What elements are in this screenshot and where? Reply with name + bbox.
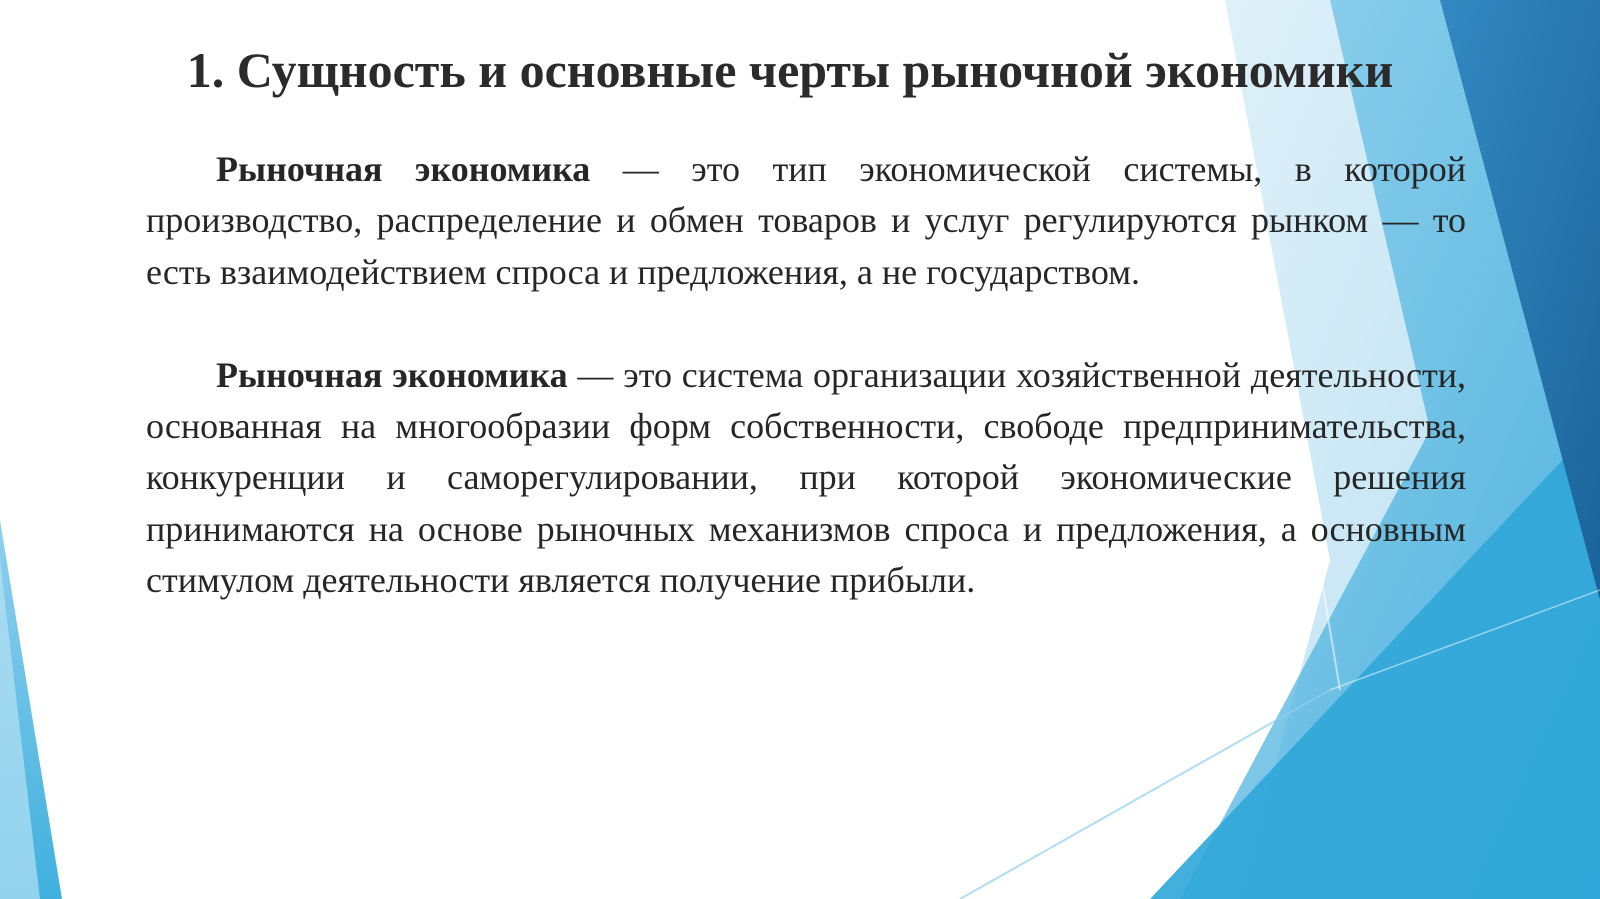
definition-term: Рыночная экономика	[216, 149, 591, 189]
definition-paragraph-1	[146, 144, 1466, 298]
definition-text: — это система организации хозяйственной деятельности, основанная на многообразии форм собственности, свободе предпринимательства, конкуренции и саморегулировании, при которой экономические решения принимаются на основе рыночных механизмов спроса и предложения, а основным стимулом деятельности является получение прибыли.	[146, 354, 1466, 601]
definition-text: — это тип экономической системы, в которой производство, распределение и обмен товаров и услуг регулируются рынком — то есть взаимодействием спроса и предложения, а не государством.	[146, 149, 1466, 292]
slide-body	[146, 144, 1466, 607]
definition-term: Рыночная экономика	[216, 354, 568, 395]
definition-paragraph-2	[146, 350, 1466, 607]
slide-title: 1. Сущность и основные черты рыночной экономики	[186, 42, 1394, 98]
